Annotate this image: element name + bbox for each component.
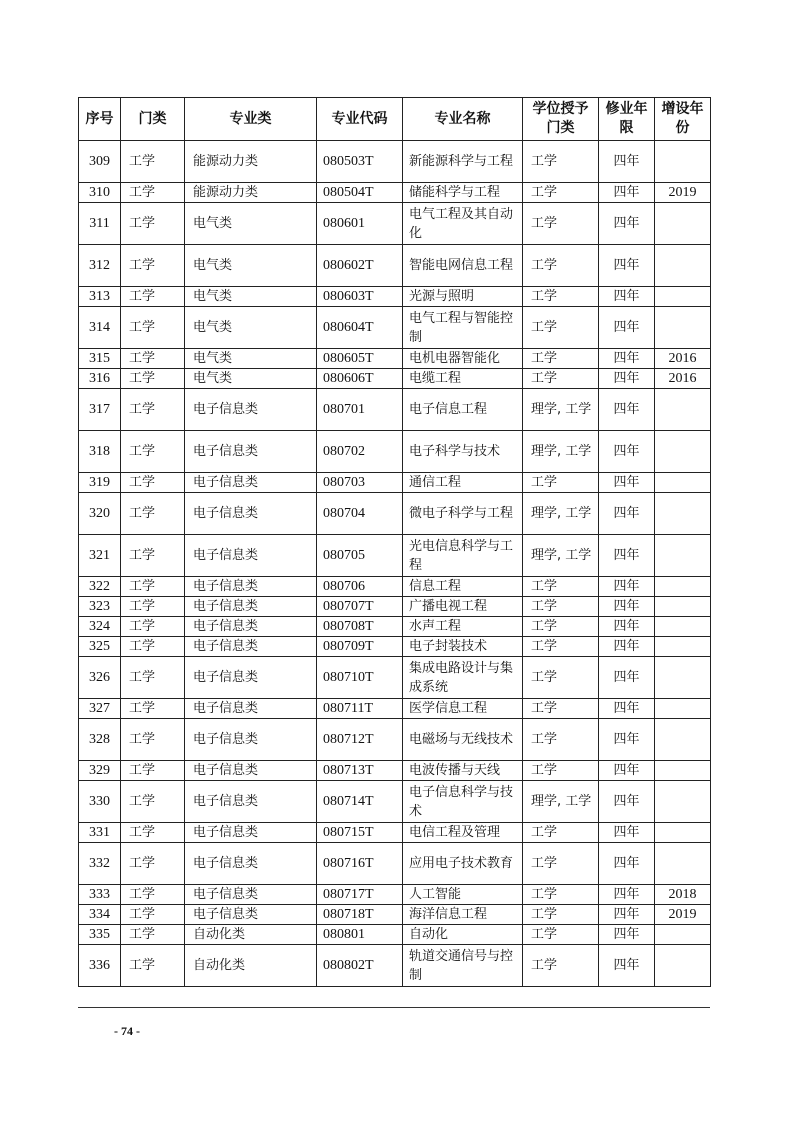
cell-duration: 四年	[599, 245, 655, 287]
table-row	[79, 945, 711, 987]
cell-code: 080702	[317, 431, 403, 473]
table-row	[79, 431, 711, 473]
cell-category: 工学	[121, 307, 185, 349]
cell-duration: 四年	[599, 389, 655, 431]
header-year-added: 增设年份	[655, 98, 711, 141]
cell-category: 工学	[121, 287, 185, 307]
cell-category: 工学	[121, 369, 185, 389]
cell-category: 工学	[121, 577, 185, 597]
cell-duration: 四年	[599, 287, 655, 307]
cell-year	[655, 699, 711, 719]
cell-duration: 四年	[599, 369, 655, 389]
cell-degree: 工学	[523, 925, 599, 945]
table-row	[79, 577, 711, 597]
cell-year	[655, 761, 711, 781]
table-row	[79, 617, 711, 637]
cell-no: 331	[79, 823, 121, 843]
table-row	[79, 925, 711, 945]
table-row	[79, 473, 711, 493]
cell-name: 电缆工程	[403, 369, 523, 389]
cell-subject-class: 电子信息类	[185, 699, 317, 719]
cell-code: 080709T	[317, 637, 403, 657]
cell-subject-class: 电子信息类	[185, 823, 317, 843]
footer-rule	[78, 1007, 710, 1008]
cell-no: 318	[79, 431, 121, 473]
cell-degree: 理学, 工学	[523, 535, 599, 577]
cell-duration: 四年	[599, 141, 655, 183]
cell-category: 工学	[121, 699, 185, 719]
cell-name: 电气工程及其自动化	[403, 203, 523, 245]
table-row	[79, 535, 711, 577]
cell-year	[655, 945, 711, 987]
cell-subject-class: 电子信息类	[185, 637, 317, 657]
cell-no: 316	[79, 369, 121, 389]
cell-subject-class: 电子信息类	[185, 535, 317, 577]
cell-subject-class: 电子信息类	[185, 493, 317, 535]
cell-name: 微电子科学与工程	[403, 493, 523, 535]
cell-name: 集成电路设计与集成系统	[403, 657, 523, 699]
cell-subject-class: 自动化类	[185, 925, 317, 945]
cell-category: 工学	[121, 719, 185, 761]
cell-degree: 工学	[523, 141, 599, 183]
cell-degree: 工学	[523, 349, 599, 369]
cell-code: 080606T	[317, 369, 403, 389]
cell-subject-class: 电子信息类	[185, 905, 317, 925]
cell-no: 321	[79, 535, 121, 577]
cell-duration: 四年	[599, 307, 655, 349]
cell-code: 080706	[317, 577, 403, 597]
header-name: 专业名称	[403, 98, 523, 141]
table-row	[79, 761, 711, 781]
cell-code: 080704	[317, 493, 403, 535]
cell-name: 智能电网信息工程	[403, 245, 523, 287]
cell-duration: 四年	[599, 699, 655, 719]
cell-category: 工学	[121, 637, 185, 657]
table-row	[79, 637, 711, 657]
table-row	[79, 183, 711, 203]
cell-category: 工学	[121, 823, 185, 843]
cell-duration: 四年	[599, 781, 655, 823]
cell-code: 080802T	[317, 945, 403, 987]
cell-category: 工学	[121, 389, 185, 431]
cell-year	[655, 141, 711, 183]
cell-duration: 四年	[599, 925, 655, 945]
cell-degree: 工学	[523, 719, 599, 761]
cell-subject-class: 电气类	[185, 307, 317, 349]
cell-duration: 四年	[599, 719, 655, 761]
cell-year	[655, 431, 711, 473]
cell-code: 080705	[317, 535, 403, 577]
cell-name: 电子信息工程	[403, 389, 523, 431]
cell-year	[655, 843, 711, 885]
cell-subject-class: 电子信息类	[185, 617, 317, 637]
majors-table-container	[78, 97, 710, 987]
cell-year	[655, 781, 711, 823]
cell-name: 光源与照明	[403, 287, 523, 307]
cell-name: 信息工程	[403, 577, 523, 597]
cell-code: 080601	[317, 203, 403, 245]
table-row	[79, 349, 711, 369]
cell-code: 080708T	[317, 617, 403, 637]
cell-degree: 工学	[523, 203, 599, 245]
cell-subject-class: 电气类	[185, 369, 317, 389]
cell-code: 080717T	[317, 885, 403, 905]
table-row	[79, 657, 711, 699]
cell-name: 电子封装技术	[403, 637, 523, 657]
cell-no: 335	[79, 925, 121, 945]
cell-code: 080701	[317, 389, 403, 431]
cell-name: 电机电器智能化	[403, 349, 523, 369]
cell-duration: 四年	[599, 597, 655, 617]
cell-category: 工学	[121, 245, 185, 287]
cell-degree: 工学	[523, 761, 599, 781]
cell-degree: 理学, 工学	[523, 781, 599, 823]
cell-year	[655, 473, 711, 493]
table-row	[79, 781, 711, 823]
cell-name: 电子信息科学与技术	[403, 781, 523, 823]
cell-code: 080801	[317, 925, 403, 945]
cell-name: 人工智能	[403, 885, 523, 905]
cell-subject-class: 自动化类	[185, 945, 317, 987]
table-row	[79, 823, 711, 843]
cell-subject-class: 电气类	[185, 203, 317, 245]
cell-degree: 工学	[523, 885, 599, 905]
header-no: 序号	[79, 98, 121, 141]
table-row	[79, 287, 711, 307]
table-row	[79, 719, 711, 761]
cell-category: 工学	[121, 431, 185, 473]
cell-category: 工学	[121, 141, 185, 183]
cell-year: 2018	[655, 885, 711, 905]
cell-no: 323	[79, 597, 121, 617]
cell-name: 海洋信息工程	[403, 905, 523, 925]
cell-duration: 四年	[599, 349, 655, 369]
page-number: - 74 -	[114, 1024, 140, 1038]
cell-name: 自动化	[403, 925, 523, 945]
cell-name: 应用电子技术教育	[403, 843, 523, 885]
table-row	[79, 699, 711, 719]
header-category: 门类	[121, 98, 185, 141]
cell-degree: 工学	[523, 843, 599, 885]
table-row	[79, 369, 711, 389]
cell-no: 336	[79, 945, 121, 987]
cell-category: 工学	[121, 535, 185, 577]
cell-code: 080603T	[317, 287, 403, 307]
cell-no: 319	[79, 473, 121, 493]
cell-category: 工学	[121, 905, 185, 925]
cell-duration: 四年	[599, 535, 655, 577]
cell-no: 325	[79, 637, 121, 657]
cell-category: 工学	[121, 945, 185, 987]
cell-degree: 工学	[523, 657, 599, 699]
majors-table	[78, 97, 711, 987]
cell-code: 080707T	[317, 597, 403, 617]
cell-no: 322	[79, 577, 121, 597]
header-code: 专业代码	[317, 98, 403, 141]
cell-degree: 理学, 工学	[523, 389, 599, 431]
cell-duration: 四年	[599, 203, 655, 245]
cell-subject-class: 电子信息类	[185, 431, 317, 473]
cell-code: 080715T	[317, 823, 403, 843]
cell-no: 320	[79, 493, 121, 535]
cell-degree: 工学	[523, 245, 599, 287]
cell-degree: 工学	[523, 945, 599, 987]
cell-duration: 四年	[599, 657, 655, 699]
cell-subject-class: 电子信息类	[185, 597, 317, 617]
cell-degree: 工学	[523, 183, 599, 203]
cell-name: 轨道交通信号与控制	[403, 945, 523, 987]
cell-category: 工学	[121, 203, 185, 245]
cell-category: 工学	[121, 597, 185, 617]
cell-name: 电波传播与天线	[403, 761, 523, 781]
cell-year	[655, 657, 711, 699]
table-row	[79, 905, 711, 925]
cell-year	[655, 597, 711, 617]
cell-no: 324	[79, 617, 121, 637]
cell-name: 医学信息工程	[403, 699, 523, 719]
table-row	[79, 493, 711, 535]
cell-name: 电磁场与无线技术	[403, 719, 523, 761]
cell-year: 2016	[655, 349, 711, 369]
header-duration: 修业年限	[599, 98, 655, 141]
cell-duration: 四年	[599, 617, 655, 637]
table-row	[79, 141, 711, 183]
cell-year	[655, 637, 711, 657]
cell-subject-class: 能源动力类	[185, 183, 317, 203]
cell-subject-class: 电气类	[185, 287, 317, 307]
table-row	[79, 885, 711, 905]
cell-code: 080703	[317, 473, 403, 493]
cell-no: 309	[79, 141, 121, 183]
cell-no: 314	[79, 307, 121, 349]
cell-year	[655, 245, 711, 287]
cell-name: 储能科学与工程	[403, 183, 523, 203]
cell-no: 315	[79, 349, 121, 369]
cell-category: 工学	[121, 183, 185, 203]
cell-no: 313	[79, 287, 121, 307]
cell-year: 2019	[655, 183, 711, 203]
cell-duration: 四年	[599, 493, 655, 535]
cell-code: 080602T	[317, 245, 403, 287]
cell-duration: 四年	[599, 637, 655, 657]
cell-duration: 四年	[599, 473, 655, 493]
cell-degree: 工学	[523, 905, 599, 925]
cell-duration: 四年	[599, 945, 655, 987]
cell-degree: 工学	[523, 823, 599, 843]
cell-degree: 工学	[523, 699, 599, 719]
cell-no: 317	[79, 389, 121, 431]
cell-subject-class: 电气类	[185, 349, 317, 369]
cell-category: 工学	[121, 493, 185, 535]
cell-category: 工学	[121, 617, 185, 637]
cell-year	[655, 493, 711, 535]
cell-subject-class: 电子信息类	[185, 843, 317, 885]
cell-duration: 四年	[599, 843, 655, 885]
cell-category: 工学	[121, 657, 185, 699]
cell-name: 电气工程与智能控制	[403, 307, 523, 349]
cell-name: 通信工程	[403, 473, 523, 493]
cell-code: 080718T	[317, 905, 403, 925]
cell-subject-class: 电子信息类	[185, 473, 317, 493]
table-row	[79, 245, 711, 287]
cell-year	[655, 823, 711, 843]
cell-category: 工学	[121, 843, 185, 885]
cell-subject-class: 电子信息类	[185, 577, 317, 597]
cell-year	[655, 307, 711, 349]
cell-code: 080711T	[317, 699, 403, 719]
cell-duration: 四年	[599, 905, 655, 925]
table-row	[79, 389, 711, 431]
cell-category: 工学	[121, 761, 185, 781]
cell-code: 080716T	[317, 843, 403, 885]
cell-code: 080605T	[317, 349, 403, 369]
table-row	[79, 843, 711, 885]
cell-name: 新能源科学与工程	[403, 141, 523, 183]
cell-no: 326	[79, 657, 121, 699]
cell-degree: 理学, 工学	[523, 431, 599, 473]
cell-duration: 四年	[599, 183, 655, 203]
cell-no: 328	[79, 719, 121, 761]
cell-duration: 四年	[599, 823, 655, 843]
cell-degree: 工学	[523, 287, 599, 307]
cell-degree: 工学	[523, 369, 599, 389]
cell-year	[655, 287, 711, 307]
cell-code: 080503T	[317, 141, 403, 183]
cell-degree: 工学	[523, 597, 599, 617]
cell-year	[655, 203, 711, 245]
cell-no: 329	[79, 761, 121, 781]
cell-name: 电信工程及管理	[403, 823, 523, 843]
cell-duration: 四年	[599, 431, 655, 473]
cell-year	[655, 577, 711, 597]
cell-degree: 工学	[523, 617, 599, 637]
cell-name: 广播电视工程	[403, 597, 523, 617]
cell-code: 080712T	[317, 719, 403, 761]
cell-no: 332	[79, 843, 121, 885]
table-header-row	[79, 98, 711, 141]
cell-subject-class: 电子信息类	[185, 657, 317, 699]
cell-code: 080604T	[317, 307, 403, 349]
table-row	[79, 307, 711, 349]
cell-duration: 四年	[599, 577, 655, 597]
cell-subject-class: 电气类	[185, 245, 317, 287]
cell-no: 334	[79, 905, 121, 925]
cell-year	[655, 389, 711, 431]
cell-duration: 四年	[599, 885, 655, 905]
cell-no: 310	[79, 183, 121, 203]
header-subject-class: 专业类	[185, 98, 317, 141]
cell-name: 水声工程	[403, 617, 523, 637]
cell-code: 080504T	[317, 183, 403, 203]
cell-duration: 四年	[599, 761, 655, 781]
cell-degree: 工学	[523, 637, 599, 657]
cell-no: 330	[79, 781, 121, 823]
cell-no: 311	[79, 203, 121, 245]
cell-year	[655, 535, 711, 577]
cell-year: 2016	[655, 369, 711, 389]
cell-category: 工学	[121, 349, 185, 369]
cell-year: 2019	[655, 905, 711, 925]
cell-subject-class: 电子信息类	[185, 885, 317, 905]
cell-subject-class: 电子信息类	[185, 719, 317, 761]
cell-code: 080713T	[317, 761, 403, 781]
table-row	[79, 597, 711, 617]
table-row	[79, 203, 711, 245]
cell-subject-class: 电子信息类	[185, 389, 317, 431]
cell-category: 工学	[121, 781, 185, 823]
cell-degree: 理学, 工学	[523, 493, 599, 535]
cell-code: 080710T	[317, 657, 403, 699]
cell-year	[655, 617, 711, 637]
cell-degree: 工学	[523, 473, 599, 493]
cell-category: 工学	[121, 925, 185, 945]
header-degree: 学位授予门类	[523, 98, 599, 141]
cell-category: 工学	[121, 473, 185, 493]
cell-name: 光电信息科学与工程	[403, 535, 523, 577]
cell-degree: 工学	[523, 577, 599, 597]
cell-degree: 工学	[523, 307, 599, 349]
cell-code: 080714T	[317, 781, 403, 823]
cell-category: 工学	[121, 885, 185, 905]
cell-name: 电子科学与技术	[403, 431, 523, 473]
cell-subject-class: 电子信息类	[185, 781, 317, 823]
cell-no: 327	[79, 699, 121, 719]
cell-no: 333	[79, 885, 121, 905]
cell-subject-class: 电子信息类	[185, 761, 317, 781]
cell-no: 312	[79, 245, 121, 287]
cell-subject-class: 能源动力类	[185, 141, 317, 183]
cell-year	[655, 719, 711, 761]
cell-year	[655, 925, 711, 945]
